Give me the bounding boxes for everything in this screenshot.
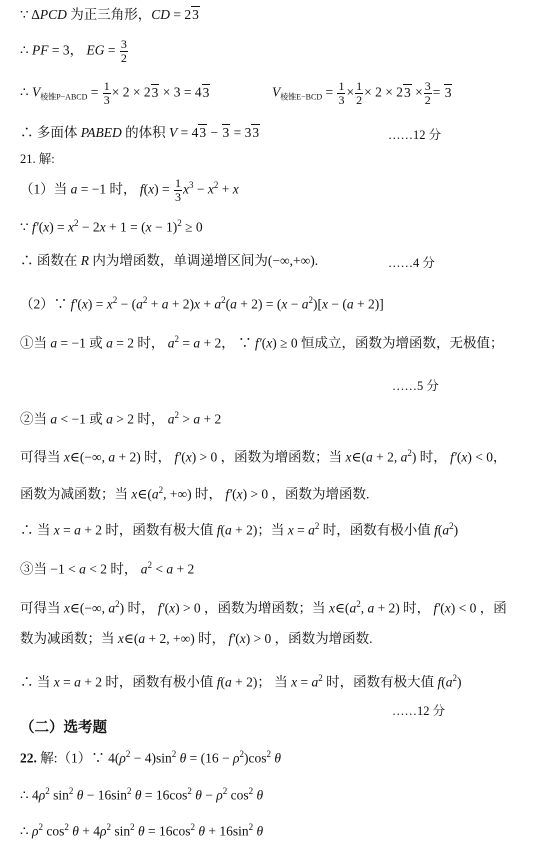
line-21: ∴ $4\rho^2$ $\sin^2 \theta - 16\sin^2$ $\theta = 16\cos^2$ $\theta - \rho^2$ $\cos^2 \theta$: [20, 786, 264, 803]
line-7: ∵ $f'(x) = x^2 - 2x + 1 = (x - 1)^2 \ge 0$: [20, 218, 203, 235]
line-6: （1）当 a = −1 时， f(x) = $\frac{1}{3}$ $x^3 - x^2 + x$: [20, 175, 239, 204]
line-9: （2）∵ $f'(x) = x^2 - (a^2 + a + 2)x + a^2(a + 2) = (x - a^2)[x - (a + 2)]$: [20, 295, 384, 312]
score-12-a: ……12 分: [388, 128, 442, 142]
line-2: ∴ PF = 3， EG = $\frac{3}{2}$: [20, 37, 127, 65]
line-14: ∴ 当 x = a + 2 时，函数有极大值 f(a + 2)；当 $x = a^2$ 时，函数有极小值 $f(a^2)$: [20, 521, 459, 538]
line-1: ∵ ΔPCD 为正三角形，CD = 23: [20, 7, 199, 22]
line-13: 函数为减函数；当 $x\in(a^2$, +∞) 时， f′(x) > 0 ，函数为增函数.: [20, 485, 370, 502]
score-12-b: ……12 分: [392, 704, 446, 718]
line-4: ∴ 多面体 PABED 的体积 V = 43 − 3 = 33: [20, 125, 260, 140]
line-8: ∴ 函数在 R 内为增函数，单调递增区间为(−∞,+∞).: [20, 253, 319, 268]
line-22: ∴ $\rho^2$ $\cos^2 \theta + 4\rho^2$ $\sin^2 \theta = 16\cos^2$ $\theta + 16\sin^2$ θ: [20, 822, 264, 839]
line-11: ②当 a < −1 或 a > 2 时， $a^2 > a + 2$: [20, 410, 222, 427]
line-10: ①当 a = −1 或 a = 2 时， $a^2 = a + 2$， ∵ f′(x) ≥ 0 恒成立，函数为增函数，无极值；: [20, 334, 504, 351]
line-12: 可得当 x∈(−∞, a + 2) 时， f′(x) > 0 ，函数为增函数；当 x∈(a + 2, $a^2$) 时， f′(x) < 0，: [20, 448, 507, 465]
line-20: 22. 解:（1）∵ $4(\rho^2 - 4)\sin^2$ $\theta = (16 - \rho^2)\cos^2$ θ: [20, 749, 281, 766]
line-3a: ∴ $V_{棱锥P-ABCD}$ = $\frac{1}{3}$ × 2 × 23 × 3 = 43: [20, 79, 210, 107]
line-17: 数为减函数；当 x∈(a + 2, +∞) 时， f′(x) > 0 ，函数为增函数.: [20, 631, 373, 646]
line-16: 可得当 x∈(−∞, $a^2$) 时， f′(x) > 0 ，函数为增函数；当 $x\in(a^2$, a + 2) 时， f′(x) < 0 ，函: [20, 599, 507, 616]
score-4: ……4 分: [388, 256, 435, 270]
line-3b: $V_{棱锥E-BCD}$ = $\frac{1}{3}$ × $\frac{1}{2}$ × 2 × 23 × $\frac{3}{2}$ = 3: [272, 79, 452, 107]
problem-21-heading: 21. 解:: [20, 152, 55, 166]
score-5: ……5 分: [392, 379, 439, 393]
line-18: ∴ 当 x = a + 2 时，函数有极小值 f(a + 2)； 当 $x = a^2$ 时，函数有极大值 $f(a^2)$: [20, 673, 462, 690]
section-heading-elective: （二）选考题: [20, 720, 107, 736]
line-15: ③当 −1 < a < 2 时， $a^2 < a + 2$: [20, 560, 195, 577]
